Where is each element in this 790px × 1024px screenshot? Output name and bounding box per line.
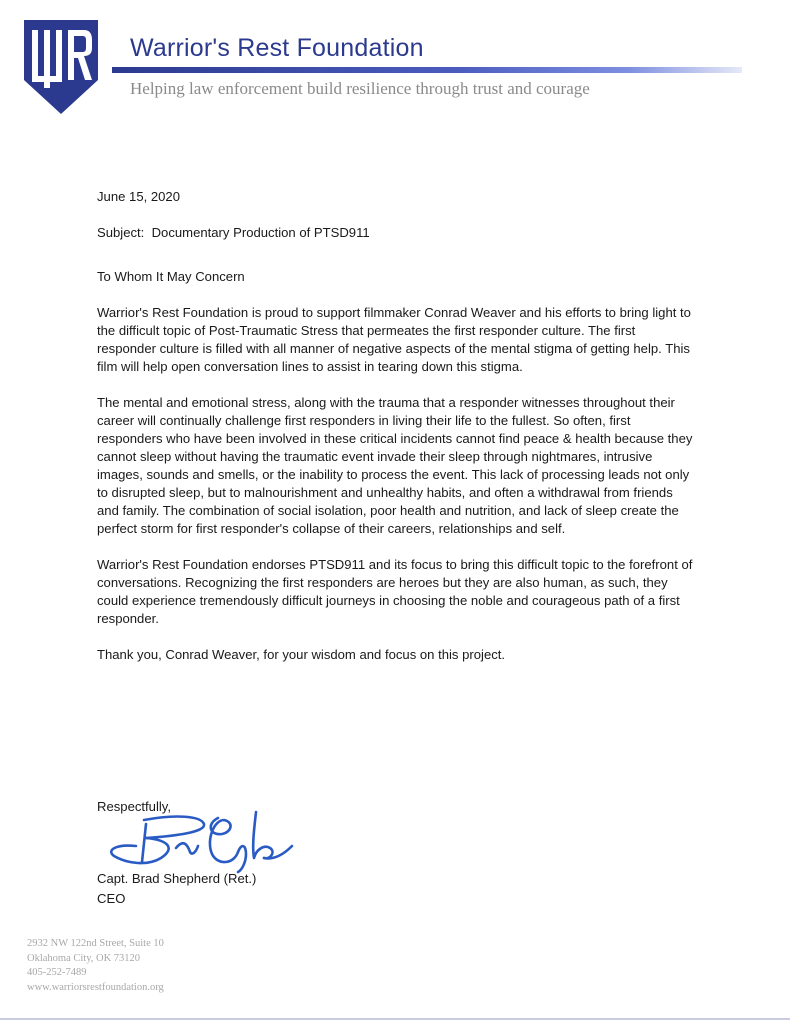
body-paragraph-2: The mental and emotional stress, along with the trauma that a responder witnesses throughout their career will continually challenge first responders in living their life to the fullest. So often, first responders who have been involved in these critical incidents cannot find peace & health because they cannot sleep without having the traumatic event invade their sleep through nightmares, intrusive images, sounds and smells, or the inability to process the event. This lack of processing leads not only to disrupted sleep, but to malnourishment and unhealthy habits, and often a withdrawal from friends and family. The combination of social isolation, poor health and nutrition, and lack of sleep create the perfect storm for first responder's collapse of their careers, relationships and self.: [97, 395, 693, 536]
salutation: To Whom It May Concern: [97, 269, 245, 284]
subject-text: Documentary Production of PTSD911: [151, 225, 370, 240]
organization-tagline: Helping law enforcement build resilience through trust and courage: [130, 79, 590, 98]
signer-title: CEO: [97, 891, 126, 906]
body-paragraph-1: Warrior's Rest Foundation is proud to support filmmaker Conrad Weaver and his efforts to bring light to the difficult topic of Post-Traumatic Stress that permeates the first responder culture. The first responder culture is filled with all manner of negative aspects of the mental stigma of getting help. This film will help open conversation lines to assist in tearing down this stigma.: [97, 305, 691, 374]
bottom-edge-line: [0, 1018, 790, 1020]
footer-phone: 405-252-7489: [27, 967, 87, 978]
footer-website: www.warriorsrestfoundation.org: [27, 981, 164, 993]
warriors-rest-shield-logo: [22, 18, 100, 116]
letter-body: [97, 188, 697, 682]
subject-label: Subject:: [97, 225, 145, 240]
header-divider: [112, 67, 742, 73]
body-paragraph-3: Warrior's Rest Foundation endorses PTSD911 and its focus to bring this difficult topic to the forefront of conversations. Recognizing the first responders are heroes but they are also human, as such, they could experience tremendously difficult journeys in choosing the noble and courageous path of a first responder.: [97, 557, 693, 626]
footer-address-line-1: 2932 NW 122nd Street, Suite 10: [27, 938, 164, 949]
letter-subject: [97, 224, 697, 242]
organization-name: Warrior's Rest Foundation: [130, 34, 424, 62]
footer-contact-block: [27, 937, 164, 995]
body-paragraph-4: Thank you, Conrad Weaver, for your wisdom and focus on this project.: [97, 647, 506, 662]
letter-closing: Respectfully,: [97, 799, 171, 814]
letter-date: June 15, 2020: [97, 189, 180, 204]
footer-address-line-2: Oklahoma City, OK 73120: [27, 952, 141, 964]
signer-name: Capt. Brad Shepherd (Ret.): [97, 871, 257, 886]
handwritten-signature: [106, 806, 306, 876]
